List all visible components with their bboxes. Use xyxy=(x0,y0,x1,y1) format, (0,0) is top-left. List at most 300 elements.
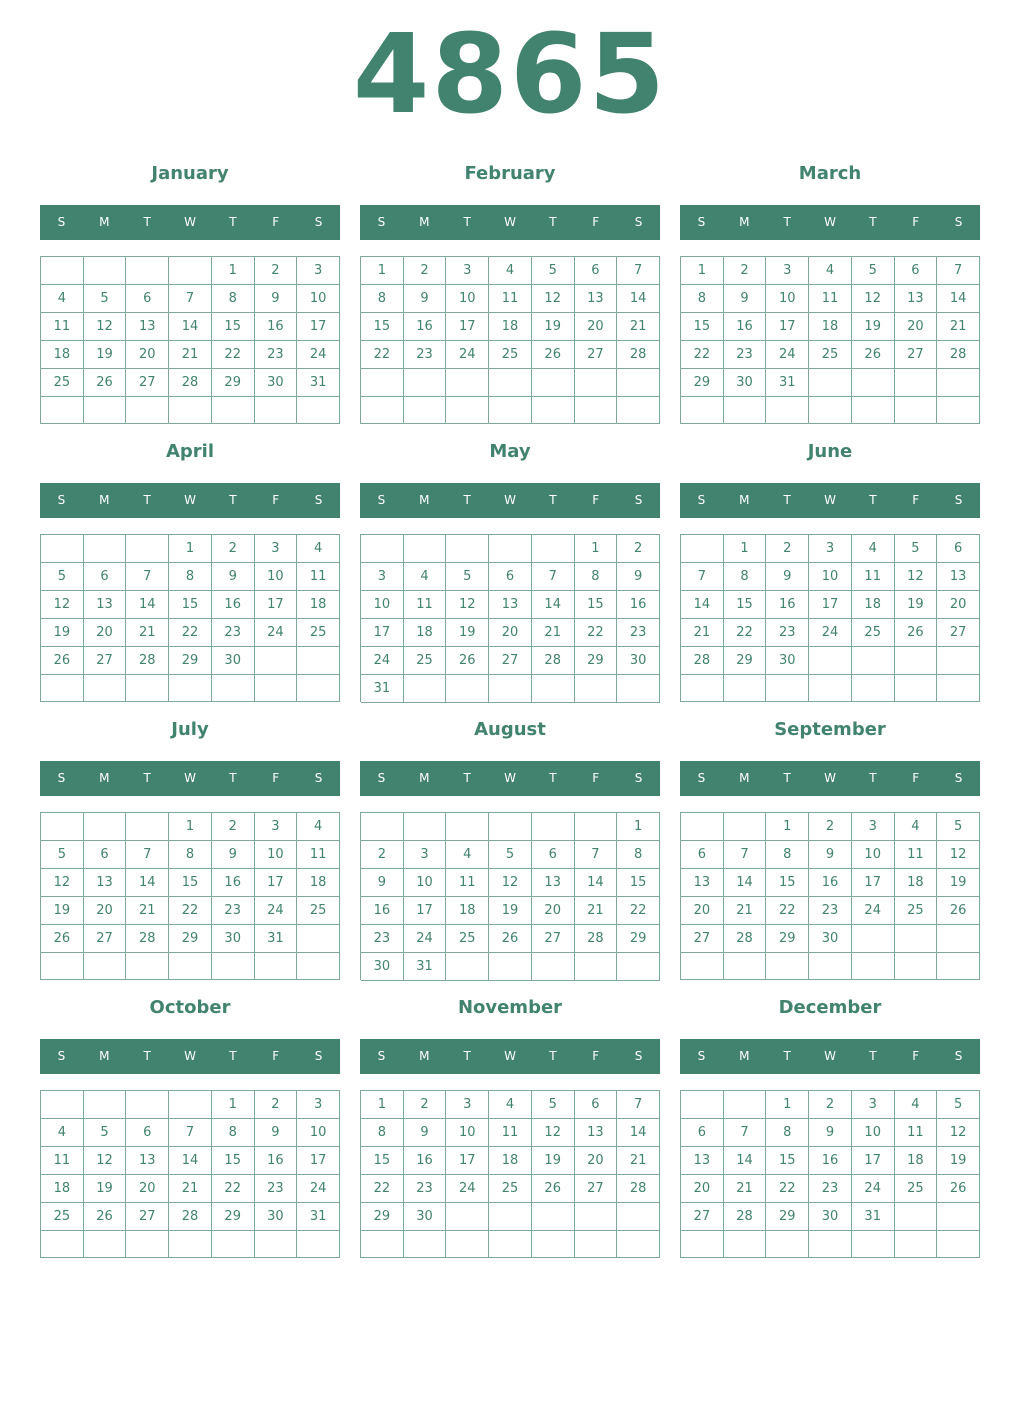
day-cell: 27 xyxy=(489,647,532,675)
empty-day-cell xyxy=(852,647,895,675)
empty-day-cell xyxy=(446,813,489,841)
day-cell: 1 xyxy=(361,257,404,285)
day-cell: 29 xyxy=(212,369,255,397)
day-cell: 28 xyxy=(532,647,575,675)
day-cell: 24 xyxy=(446,341,489,369)
day-cell: 30 xyxy=(212,925,255,953)
day-cell: 19 xyxy=(532,313,575,341)
day-cell: 1 xyxy=(681,257,724,285)
day-cell: 13 xyxy=(937,563,980,591)
day-cell: 18 xyxy=(809,313,852,341)
day-cell: 13 xyxy=(895,285,938,313)
weekday-label: T xyxy=(463,493,471,507)
day-cell: 8 xyxy=(766,841,809,869)
day-cell: 16 xyxy=(617,591,660,619)
day-grid xyxy=(360,534,660,702)
weekday-label: M xyxy=(99,771,110,785)
day-cell: 10 xyxy=(297,285,340,313)
weekday-label: M xyxy=(419,771,430,785)
day-cell: 10 xyxy=(404,869,447,897)
month-name: March xyxy=(798,163,862,184)
weekday-label: T xyxy=(463,771,471,785)
day-cell: 9 xyxy=(255,1119,298,1147)
day-cell: 10 xyxy=(809,563,852,591)
weekday-label: T xyxy=(143,771,151,785)
day-cell: 5 xyxy=(937,1091,980,1119)
day-cell: 15 xyxy=(766,869,809,897)
day-cell: 30 xyxy=(404,1203,447,1231)
empty-day-cell xyxy=(532,813,575,841)
day-cell: 11 xyxy=(895,1119,938,1147)
day-cell: 2 xyxy=(212,535,255,563)
empty-day-cell xyxy=(852,1231,895,1258)
weekday-header xyxy=(360,205,660,240)
day-cell: 4 xyxy=(446,841,489,869)
weekday-label: F xyxy=(912,1049,920,1063)
day-cell: 23 xyxy=(212,619,255,647)
weekday-label: S xyxy=(634,771,643,785)
day-cell: 1 xyxy=(617,813,660,841)
day-cell: 9 xyxy=(255,285,298,313)
weekday-header xyxy=(680,761,980,796)
day-cell: 24 xyxy=(766,341,809,369)
day-cell: 12 xyxy=(895,563,938,591)
empty-day-cell xyxy=(852,369,895,397)
day-cell: 4 xyxy=(297,535,340,563)
day-cell: 26 xyxy=(41,647,84,675)
day-cell: 7 xyxy=(724,841,767,869)
empty-day-cell xyxy=(404,675,447,703)
weekday-label: M xyxy=(99,215,110,229)
day-cell: 25 xyxy=(446,925,489,953)
day-cell: 28 xyxy=(937,341,980,369)
day-cell: 10 xyxy=(852,1119,895,1147)
month-name: December xyxy=(778,997,882,1018)
day-cell: 24 xyxy=(852,897,895,925)
day-cell: 15 xyxy=(361,1147,404,1175)
month-name: February xyxy=(464,163,556,184)
day-cell: 15 xyxy=(212,1147,255,1175)
day-cell: 2 xyxy=(404,1091,447,1119)
day-cell: 4 xyxy=(852,535,895,563)
day-cell: 12 xyxy=(532,285,575,313)
day-cell: 28 xyxy=(126,647,169,675)
weekday-label: S xyxy=(954,771,963,785)
day-cell: 6 xyxy=(532,841,575,869)
weekday-label: S xyxy=(697,493,706,507)
empty-day-cell xyxy=(724,953,767,980)
empty-day-cell xyxy=(617,397,660,425)
day-cell: 16 xyxy=(212,591,255,619)
day-cell: 2 xyxy=(724,257,767,285)
weekday-label: W xyxy=(184,493,196,507)
day-cell: 12 xyxy=(41,869,84,897)
empty-day-cell xyxy=(212,953,255,980)
weekday-label: T xyxy=(783,215,791,229)
day-cell: 28 xyxy=(724,925,767,953)
empty-day-cell xyxy=(532,1231,575,1258)
day-cell: 29 xyxy=(681,369,724,397)
empty-day-cell xyxy=(852,925,895,953)
day-cell: 26 xyxy=(532,1175,575,1203)
day-cell: 27 xyxy=(84,925,127,953)
empty-day-cell xyxy=(937,647,980,675)
weekday-label: S xyxy=(954,493,963,507)
day-cell: 18 xyxy=(297,869,340,897)
empty-day-cell xyxy=(126,397,169,424)
day-cell: 25 xyxy=(809,341,852,369)
weekday-label: W xyxy=(504,215,516,229)
empty-day-cell xyxy=(489,1203,532,1231)
day-cell: 16 xyxy=(724,313,767,341)
day-cell: 27 xyxy=(532,925,575,953)
day-cell: 30 xyxy=(255,1203,298,1231)
day-cell: 27 xyxy=(681,925,724,953)
empty-day-cell xyxy=(126,257,169,285)
weekday-label: M xyxy=(419,1049,430,1063)
day-cell: 14 xyxy=(937,285,980,313)
empty-day-cell xyxy=(489,535,532,563)
empty-day-cell xyxy=(489,813,532,841)
day-cell: 14 xyxy=(169,1147,212,1175)
day-cell: 3 xyxy=(766,257,809,285)
month-name: May xyxy=(489,441,531,462)
day-cell: 15 xyxy=(169,591,212,619)
day-cell: 23 xyxy=(255,341,298,369)
day-cell: 28 xyxy=(169,369,212,397)
day-cell: 2 xyxy=(361,841,404,869)
empty-day-cell xyxy=(617,675,660,703)
day-cell: 22 xyxy=(766,1175,809,1203)
day-cell: 9 xyxy=(212,563,255,591)
month-name: April xyxy=(165,441,215,462)
day-cell: 19 xyxy=(84,1175,127,1203)
weekday-label: T xyxy=(869,215,877,229)
day-cell: 22 xyxy=(724,619,767,647)
day-cell: 15 xyxy=(766,1147,809,1175)
day-cell: 16 xyxy=(255,1147,298,1175)
day-cell: 18 xyxy=(895,1147,938,1175)
day-cell: 6 xyxy=(681,1119,724,1147)
empty-day-cell xyxy=(84,1091,127,1119)
empty-day-cell xyxy=(681,1091,724,1119)
day-cell: 4 xyxy=(404,563,447,591)
empty-day-cell xyxy=(937,1203,980,1231)
empty-day-cell xyxy=(84,257,127,285)
day-cell: 12 xyxy=(446,591,489,619)
empty-day-cell xyxy=(446,675,489,703)
empty-day-cell xyxy=(575,953,618,981)
empty-day-cell xyxy=(255,397,298,424)
day-cell: 14 xyxy=(724,1147,767,1175)
day-cell: 1 xyxy=(361,1091,404,1119)
day-cell: 28 xyxy=(169,1203,212,1231)
weekday-label: M xyxy=(739,215,750,229)
empty-day-cell xyxy=(404,535,447,563)
day-cell: 24 xyxy=(404,925,447,953)
empty-day-cell xyxy=(852,953,895,980)
day-cell: 18 xyxy=(895,869,938,897)
weekday-label: S xyxy=(634,215,643,229)
empty-day-cell xyxy=(724,813,767,841)
day-cell: 10 xyxy=(766,285,809,313)
empty-day-cell xyxy=(41,1091,84,1119)
weekday-label: F xyxy=(912,215,920,229)
day-cell: 17 xyxy=(404,897,447,925)
empty-day-cell xyxy=(255,675,298,702)
day-cell: 7 xyxy=(575,841,618,869)
day-cell: 14 xyxy=(617,1119,660,1147)
day-cell: 23 xyxy=(404,341,447,369)
weekday-header xyxy=(680,483,980,518)
day-cell: 30 xyxy=(809,925,852,953)
day-cell: 20 xyxy=(575,313,618,341)
day-cell: 27 xyxy=(895,341,938,369)
day-cell: 7 xyxy=(126,563,169,591)
day-cell: 22 xyxy=(681,341,724,369)
day-grid xyxy=(360,1090,660,1258)
day-cell: 4 xyxy=(489,257,532,285)
weekday-label: T xyxy=(869,771,877,785)
day-cell: 18 xyxy=(489,1147,532,1175)
empty-day-cell xyxy=(126,675,169,702)
day-cell: 23 xyxy=(809,1175,852,1203)
empty-day-cell xyxy=(809,953,852,980)
empty-day-cell xyxy=(297,675,340,702)
day-cell: 5 xyxy=(532,1091,575,1119)
day-cell: 30 xyxy=(617,647,660,675)
weekday-label: T xyxy=(549,493,557,507)
day-cell: 24 xyxy=(297,1175,340,1203)
day-cell: 16 xyxy=(809,869,852,897)
day-cell: 19 xyxy=(895,591,938,619)
empty-day-cell xyxy=(532,953,575,981)
month-name: October xyxy=(149,997,231,1018)
weekday-label: W xyxy=(504,1049,516,1063)
day-cell: 24 xyxy=(446,1175,489,1203)
empty-day-cell xyxy=(212,397,255,424)
day-cell: 8 xyxy=(212,1119,255,1147)
empty-day-cell xyxy=(681,675,724,702)
empty-day-cell xyxy=(361,535,404,563)
day-cell: 20 xyxy=(575,1147,618,1175)
day-cell: 17 xyxy=(297,1147,340,1175)
day-cell: 11 xyxy=(852,563,895,591)
day-cell: 2 xyxy=(617,535,660,563)
day-cell: 28 xyxy=(617,1175,660,1203)
day-cell: 2 xyxy=(255,1091,298,1119)
empty-day-cell xyxy=(489,675,532,703)
day-cell: 26 xyxy=(489,925,532,953)
weekday-label: T xyxy=(549,1049,557,1063)
day-cell: 31 xyxy=(852,1203,895,1231)
day-cell: 30 xyxy=(766,647,809,675)
day-cell: 11 xyxy=(404,591,447,619)
empty-day-cell xyxy=(169,953,212,980)
month-name: August xyxy=(474,719,546,740)
day-cell: 19 xyxy=(937,869,980,897)
day-cell: 11 xyxy=(41,1147,84,1175)
empty-day-cell xyxy=(937,1231,980,1258)
day-cell: 24 xyxy=(297,341,340,369)
weekday-label: F xyxy=(592,771,600,785)
day-grid xyxy=(40,812,340,980)
weekday-label: W xyxy=(824,215,836,229)
empty-day-cell xyxy=(297,953,340,980)
day-cell: 6 xyxy=(84,841,127,869)
day-grid xyxy=(40,1090,340,1258)
day-cell: 9 xyxy=(724,285,767,313)
day-cell: 13 xyxy=(681,1147,724,1175)
day-cell: 18 xyxy=(297,591,340,619)
empty-day-cell xyxy=(617,1231,660,1258)
day-cell: 13 xyxy=(532,869,575,897)
day-cell: 29 xyxy=(724,647,767,675)
empty-day-cell xyxy=(41,675,84,702)
day-cell: 7 xyxy=(617,257,660,285)
day-cell: 23 xyxy=(809,897,852,925)
day-cell: 23 xyxy=(212,897,255,925)
day-grid xyxy=(680,812,980,980)
weekday-label: T xyxy=(143,1049,151,1063)
empty-day-cell xyxy=(809,1231,852,1258)
weekday-label: S xyxy=(314,493,323,507)
weekday-label: T xyxy=(463,1049,471,1063)
empty-day-cell xyxy=(532,369,575,397)
empty-day-cell xyxy=(446,369,489,397)
day-cell: 10 xyxy=(361,591,404,619)
day-cell: 23 xyxy=(617,619,660,647)
day-cell: 7 xyxy=(169,285,212,313)
day-cell: 21 xyxy=(724,1175,767,1203)
day-cell: 9 xyxy=(617,563,660,591)
day-cell: 17 xyxy=(297,313,340,341)
empty-day-cell xyxy=(446,1203,489,1231)
day-cell: 7 xyxy=(724,1119,767,1147)
day-cell: 2 xyxy=(809,813,852,841)
day-cell: 8 xyxy=(766,1119,809,1147)
day-cell: 19 xyxy=(41,619,84,647)
day-cell: 3 xyxy=(404,841,447,869)
weekday-header xyxy=(360,483,660,518)
day-cell: 11 xyxy=(895,841,938,869)
day-cell: 18 xyxy=(404,619,447,647)
day-cell: 15 xyxy=(617,869,660,897)
day-cell: 22 xyxy=(361,341,404,369)
day-cell: 14 xyxy=(532,591,575,619)
day-cell: 29 xyxy=(169,925,212,953)
empty-day-cell xyxy=(84,953,127,980)
day-cell: 1 xyxy=(766,1091,809,1119)
day-cell: 23 xyxy=(724,341,767,369)
empty-day-cell xyxy=(681,813,724,841)
day-cell: 4 xyxy=(297,813,340,841)
day-cell: 11 xyxy=(297,563,340,591)
empty-day-cell xyxy=(126,953,169,980)
day-cell: 17 xyxy=(766,313,809,341)
empty-day-cell xyxy=(895,675,938,702)
empty-day-cell xyxy=(724,1091,767,1119)
day-cell: 27 xyxy=(84,647,127,675)
day-cell: 5 xyxy=(446,563,489,591)
empty-day-cell xyxy=(84,675,127,702)
empty-day-cell xyxy=(489,953,532,981)
empty-day-cell xyxy=(575,1231,618,1258)
weekday-label: M xyxy=(419,215,430,229)
day-cell: 23 xyxy=(404,1175,447,1203)
empty-day-cell xyxy=(766,675,809,702)
day-cell: 30 xyxy=(361,953,404,981)
day-cell: 5 xyxy=(895,535,938,563)
day-cell: 8 xyxy=(361,1119,404,1147)
empty-day-cell xyxy=(532,397,575,425)
weekday-label: T xyxy=(549,771,557,785)
day-cell: 9 xyxy=(361,869,404,897)
day-cell: 6 xyxy=(126,285,169,313)
day-grid xyxy=(680,256,980,424)
day-cell: 30 xyxy=(809,1203,852,1231)
weekday-label: W xyxy=(184,1049,196,1063)
weekday-label: F xyxy=(592,215,600,229)
day-cell: 25 xyxy=(41,1203,84,1231)
day-cell: 3 xyxy=(446,257,489,285)
day-cell: 9 xyxy=(212,841,255,869)
day-cell: 19 xyxy=(532,1147,575,1175)
empty-day-cell xyxy=(446,535,489,563)
empty-day-cell xyxy=(617,1203,660,1231)
day-cell: 4 xyxy=(41,285,84,313)
day-cell: 12 xyxy=(489,869,532,897)
empty-day-cell xyxy=(361,1231,404,1258)
day-grid xyxy=(40,256,340,424)
empty-day-cell xyxy=(809,369,852,397)
weekday-label: S xyxy=(954,215,963,229)
day-cell: 24 xyxy=(255,897,298,925)
empty-day-cell xyxy=(895,397,938,424)
day-cell: 10 xyxy=(446,285,489,313)
empty-day-cell xyxy=(126,535,169,563)
day-cell: 5 xyxy=(937,813,980,841)
day-cell: 25 xyxy=(41,369,84,397)
empty-day-cell xyxy=(895,1231,938,1258)
weekday-label: W xyxy=(824,771,836,785)
day-cell: 12 xyxy=(937,1119,980,1147)
empty-day-cell xyxy=(617,953,660,981)
day-cell: 1 xyxy=(212,1091,255,1119)
day-cell: 21 xyxy=(532,619,575,647)
day-cell: 19 xyxy=(852,313,895,341)
day-cell: 12 xyxy=(84,313,127,341)
day-cell: 13 xyxy=(84,591,127,619)
day-cell: 21 xyxy=(169,1175,212,1203)
weekday-label: T xyxy=(783,771,791,785)
empty-day-cell xyxy=(212,1231,255,1258)
month-name: January xyxy=(151,163,229,184)
day-cell: 18 xyxy=(41,341,84,369)
day-cell: 9 xyxy=(404,285,447,313)
day-cell: 23 xyxy=(361,925,404,953)
day-cell: 8 xyxy=(169,563,212,591)
day-cell: 4 xyxy=(41,1119,84,1147)
day-cell: 6 xyxy=(937,535,980,563)
day-cell: 22 xyxy=(361,1175,404,1203)
empty-day-cell xyxy=(255,647,298,675)
day-cell: 22 xyxy=(169,897,212,925)
day-cell: 20 xyxy=(532,897,575,925)
day-cell: 12 xyxy=(852,285,895,313)
day-cell: 11 xyxy=(809,285,852,313)
weekday-label: W xyxy=(824,1049,836,1063)
